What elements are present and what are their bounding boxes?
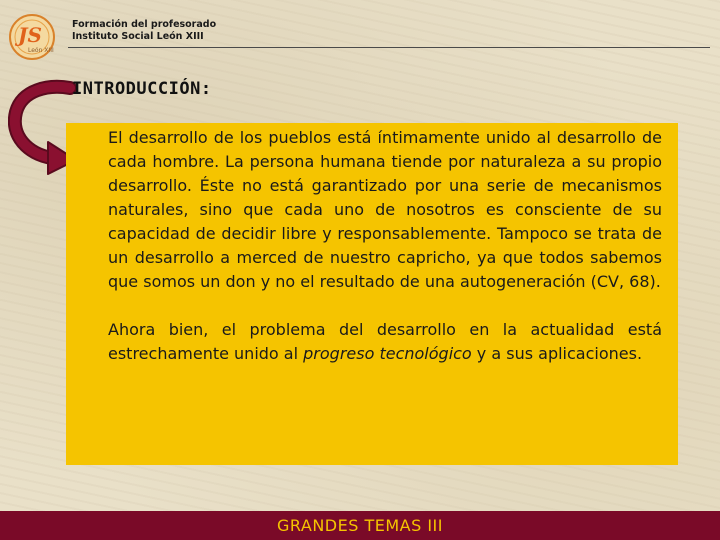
header-line-2: Instituto Social León XIII xyxy=(72,31,204,42)
footer-label: GRANDES TEMAS III xyxy=(277,516,443,535)
paragraph-2-emphasis: progreso tecnológico xyxy=(303,344,472,363)
header-text xyxy=(72,19,216,43)
paragraph-2-text-start: Ahora bien, el problema del desarrollo en la actualidad está estrechamente unido al xyxy=(108,320,662,363)
paragraph-2-text-end: y a sus aplicaciones. xyxy=(471,344,643,363)
paragraph-1: El desarrollo de los pueblos está íntimamente unido al desarrollo de cada hombre. La persona humana tiende por naturaleza a su propio desarrollo. Éste no está garantizado por una serie de mecanismos naturales, sino que cada uno de nosotros es consciente de su capacidad de decidir libre y responsablemente. Tampoco se trata de un desarrollo a merced de nuestro capricho, ya que todos sabemos que somos un don y no el resultado de una autogeneración (CV, 68). xyxy=(108,128,662,291)
logo-subtext: León XIII xyxy=(28,47,54,54)
header-divider xyxy=(68,47,710,48)
content-box xyxy=(66,123,678,465)
institute-logo xyxy=(6,12,64,62)
section-title: INTRODUCCIÓN: xyxy=(72,79,212,99)
logo-text: JS xyxy=(18,23,42,47)
footer-bar xyxy=(0,511,720,540)
paragraph-2 xyxy=(108,318,662,366)
header-line-1: Formación del profesorado xyxy=(72,19,217,30)
